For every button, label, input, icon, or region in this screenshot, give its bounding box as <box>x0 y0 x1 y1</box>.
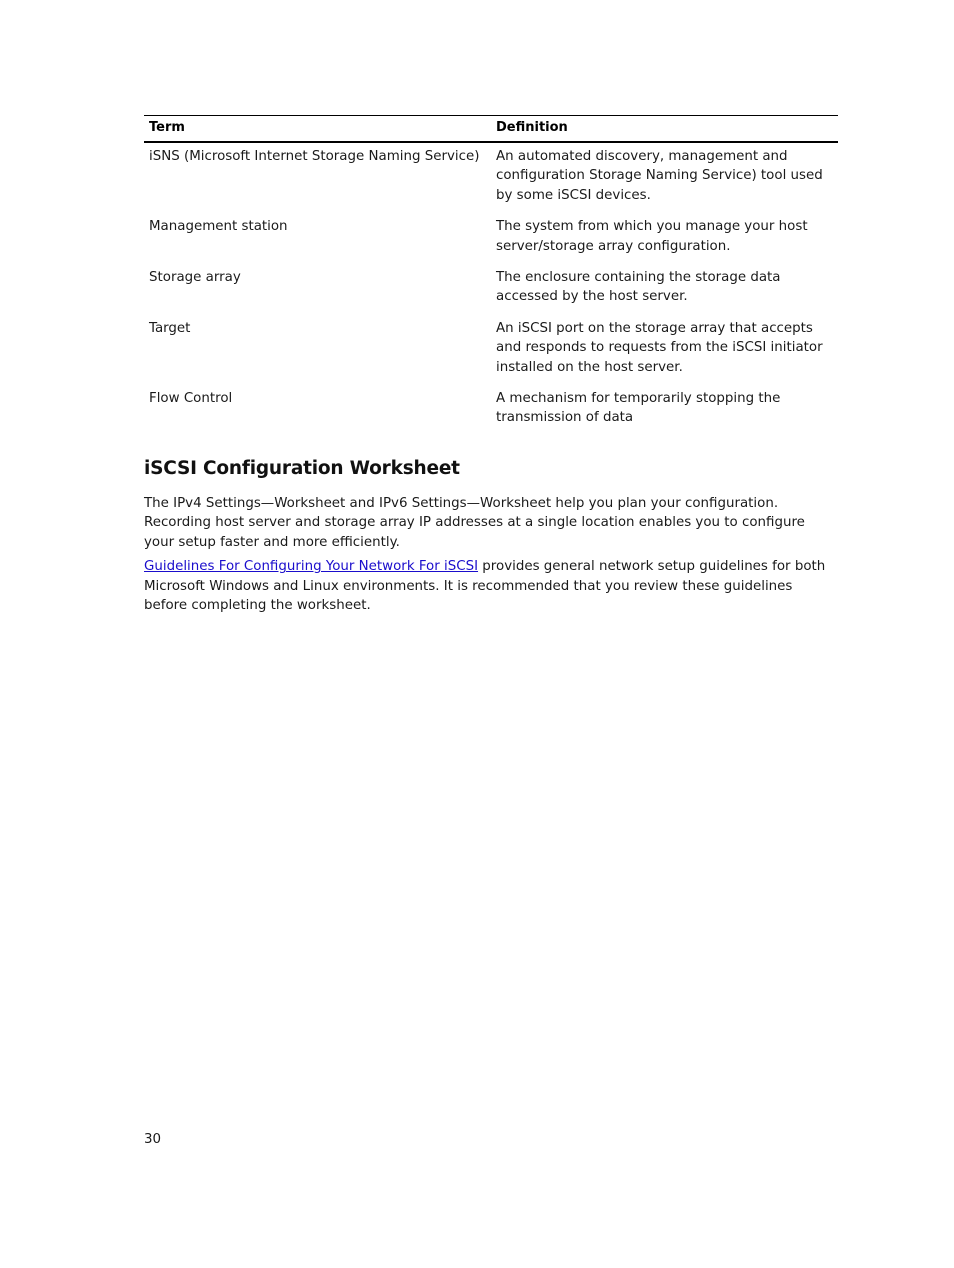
term-cell: iSNS (Microsoft Internet Storage Naming Service) <box>149 149 480 164</box>
definition-cell: The enclosure containing the storage data accessed by the host server. <box>496 270 781 305</box>
page-number: 30 <box>144 1132 162 1147</box>
term-cell: Flow Control <box>149 391 233 407</box>
term-cell: Storage array <box>149 270 241 286</box>
table-row <box>144 142 838 214</box>
terms-table <box>144 115 838 437</box>
definition-cell: An iSCSI port on the storage array that accepts and responds to requests from the iSCSI initiator installed on the host server. <box>496 320 823 375</box>
definition-cell: A mechanism for temporarily stopping the transmission of data <box>496 391 781 426</box>
table-row <box>144 265 838 316</box>
paragraph-worksheet-intro: The IPv4 Settings—Worksheet and IPv6 Settings—Worksheet help you plan your configuration. Recording host server and storage array IP addresses at a single location enables you to configure your setup faster and more efficiently. <box>144 495 805 550</box>
header-definition: Definition <box>491 116 838 143</box>
paragraph-guidelines <box>144 557 838 616</box>
definition-cell: The system from which you manage your host server/storage array configuration. <box>496 219 808 254</box>
header-term: Term <box>144 116 491 143</box>
table-header-row <box>144 116 838 143</box>
table-row <box>144 316 838 386</box>
definition-cell: An automated discovery, management and configuration Storage Naming Service) tool used by some iSCSI devices. <box>496 149 823 203</box>
section-heading: iSCSI Configuration Worksheet <box>144 457 460 479</box>
term-cell: Target <box>149 320 191 336</box>
table-row <box>144 214 838 265</box>
page-content <box>144 115 838 621</box>
guidelines-link[interactable]: Guidelines For Configuring Your Network For iSCSI <box>144 559 479 575</box>
term-cell: Management station <box>149 219 288 235</box>
table-row <box>144 386 838 437</box>
paragraph-guidelines-text: provides general network setup guidelines for both Microsoft Windows and Linux environments. It is recommended that you review these guidelines before completing the worksheet. <box>144 559 826 614</box>
